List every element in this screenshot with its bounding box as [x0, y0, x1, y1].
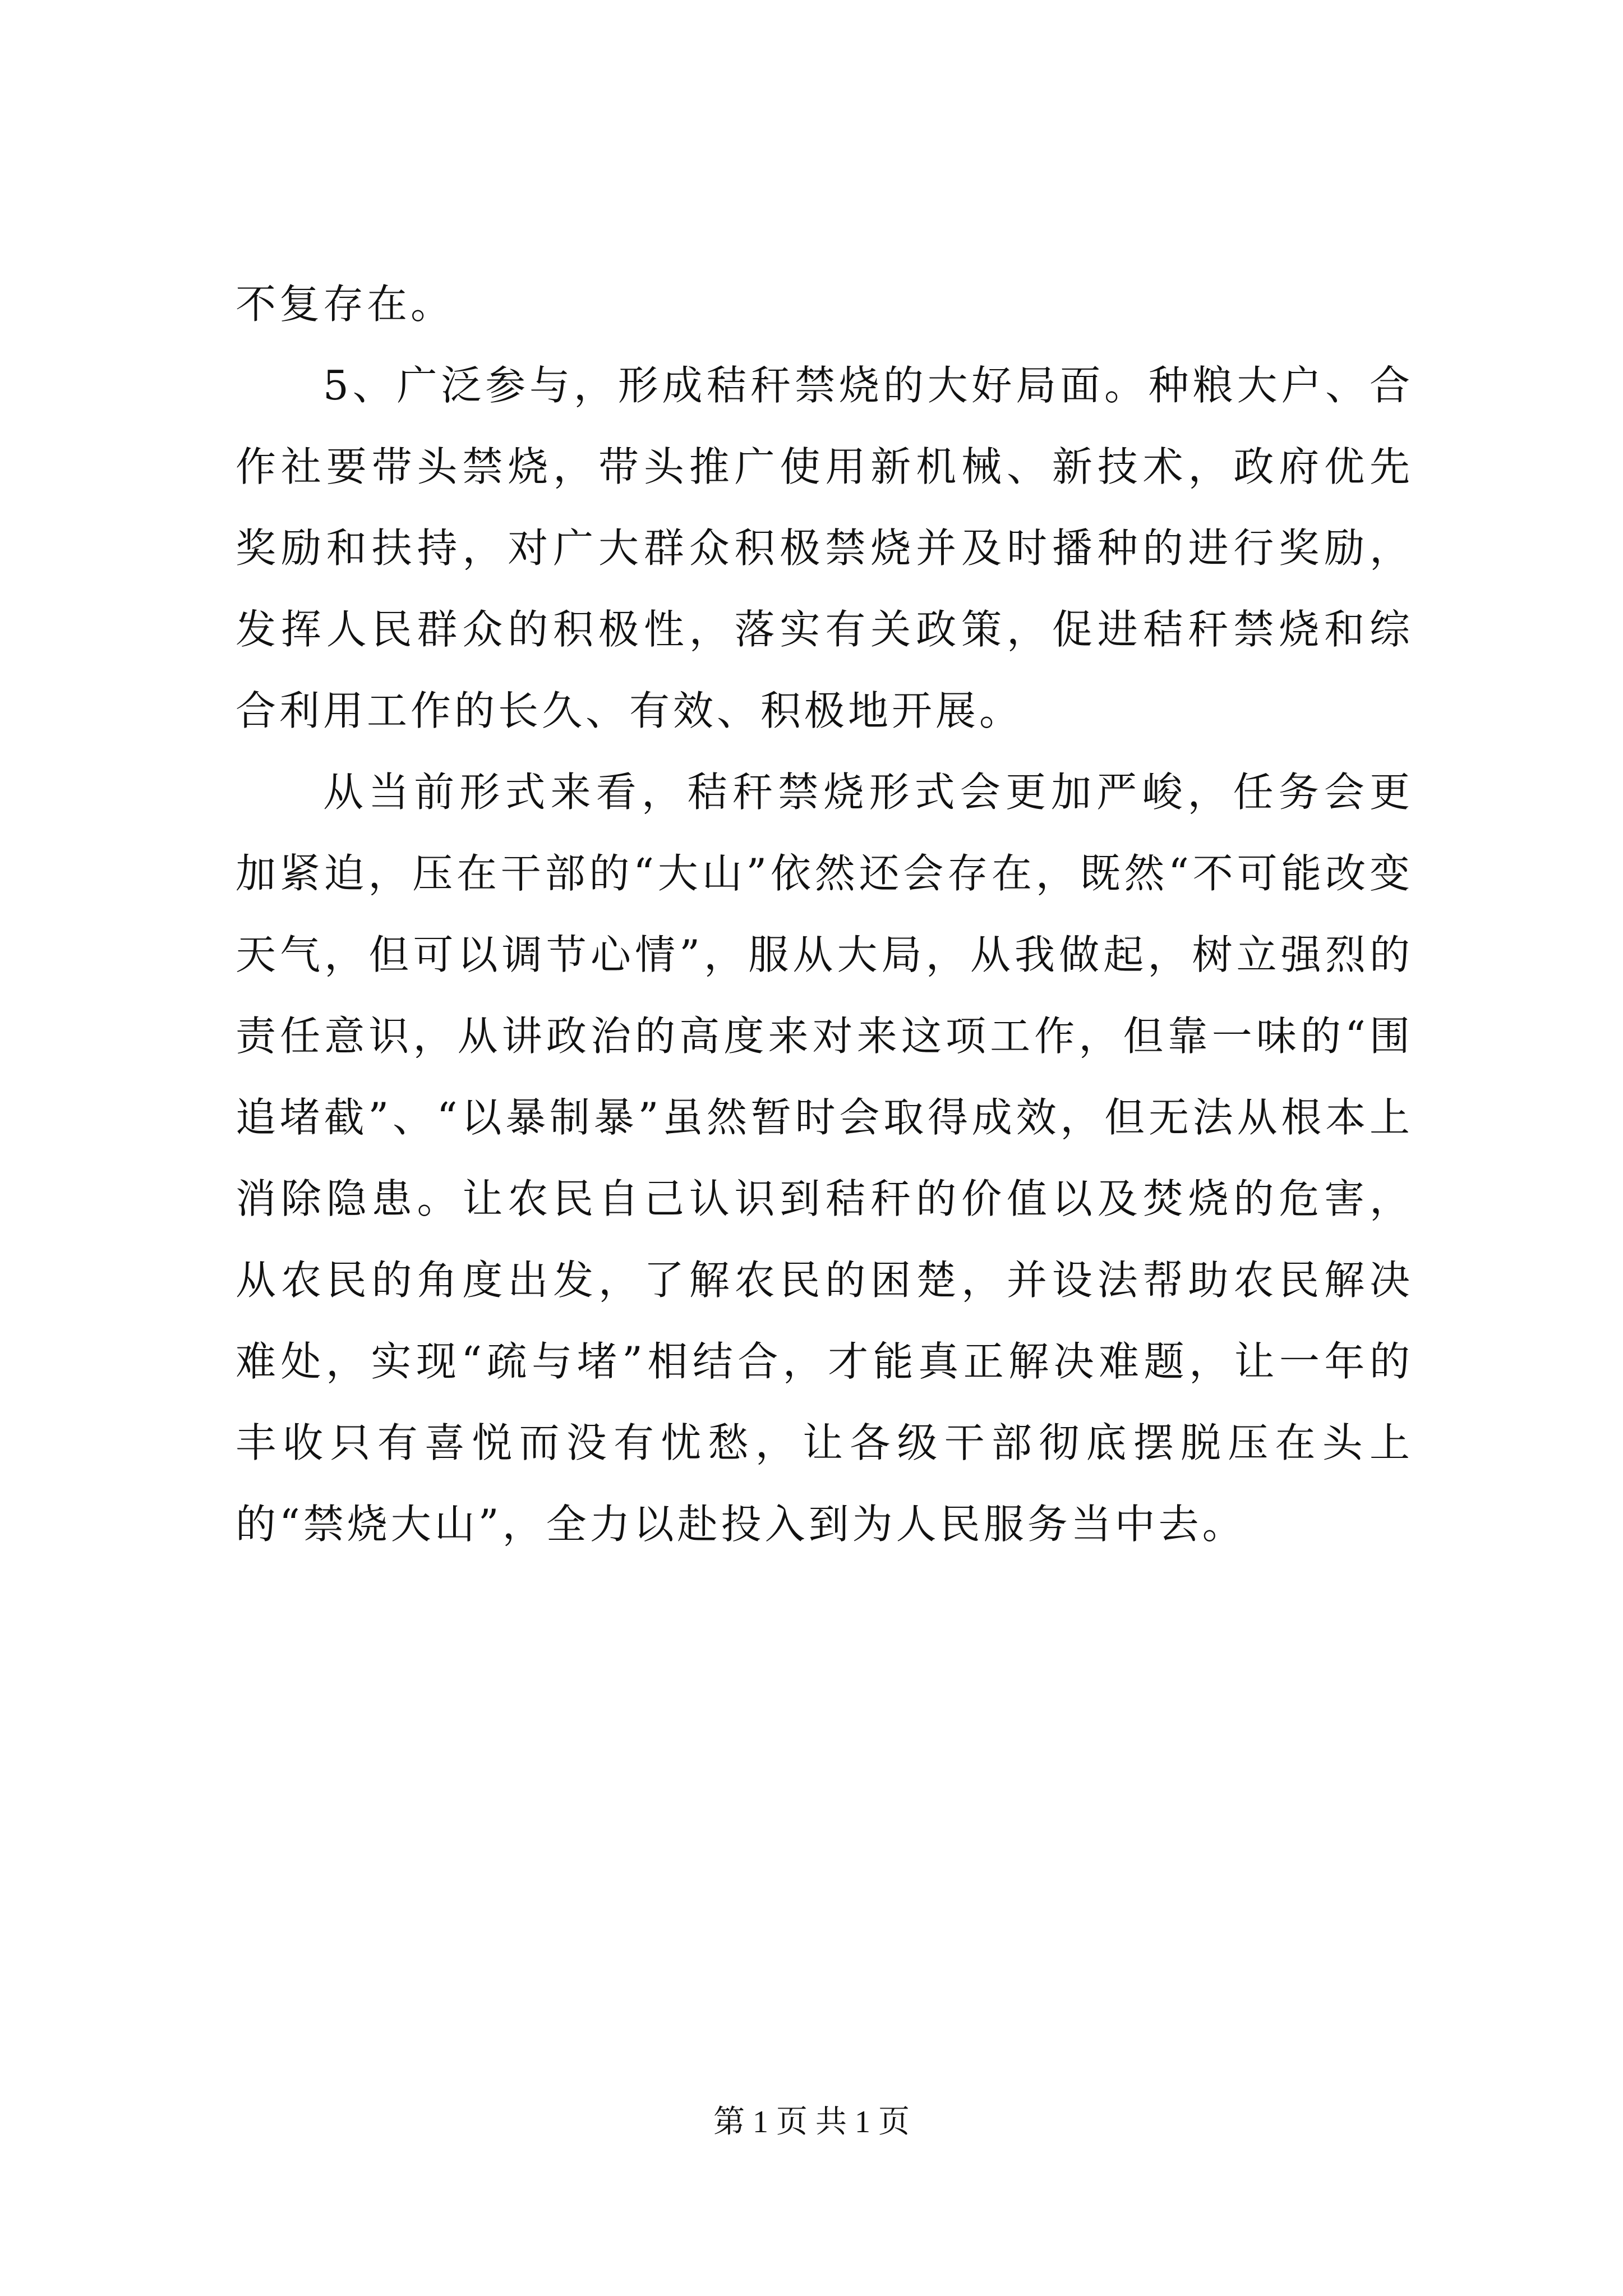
- paragraph-continuation: 不复存在。: [236, 280, 455, 328]
- document-body: [236, 264, 1413, 1565]
- page-number-footer: 第 1 页 共 1 页: [713, 2105, 910, 2139]
- paragraph-item-5: 5、广泛参与，形成秸秆禁烧的大好局面。种粮大户、合作社要带头禁烧，带头推广使用新机械、新技术，政府优先奖励和扶持，对广大群众积极禁烧并及时播种的进行奖励，发挥人民群众的积极性，落实有关政策，促进秸秆禁烧和综合利用工作的长久、有效、积极地开展。: [236, 362, 1413, 734]
- paragraph-conclusion: 从当前形式来看，秸秆禁烧形式会更加严峻，任务会更加紧迫，压在干部的“大山”依然还会存在，既然“不可能改变天气，但可以调节心情”，服从大局，从我做起，树立强烈的责任意识，从讲政治的高度来对来这项工作，但靠一味的“围追堵截”、“以暴制暴”虽然暂时会取得成效，但无法从根本上消除隐患。让农民自己认识到秸秆的价值以及焚烧的危害，从农民的角度出发，了解农民的困楚，并设法帮助农民解决难处，实现“疏与堵”相结合，才能真正解决难题，让一年的丰收只有喜悦而没有忧愁，让各级干部彻底摆脱压在头上的“禁烧大山”，全力以赴投入到为人民服务当中去。: [236, 769, 1413, 1548]
